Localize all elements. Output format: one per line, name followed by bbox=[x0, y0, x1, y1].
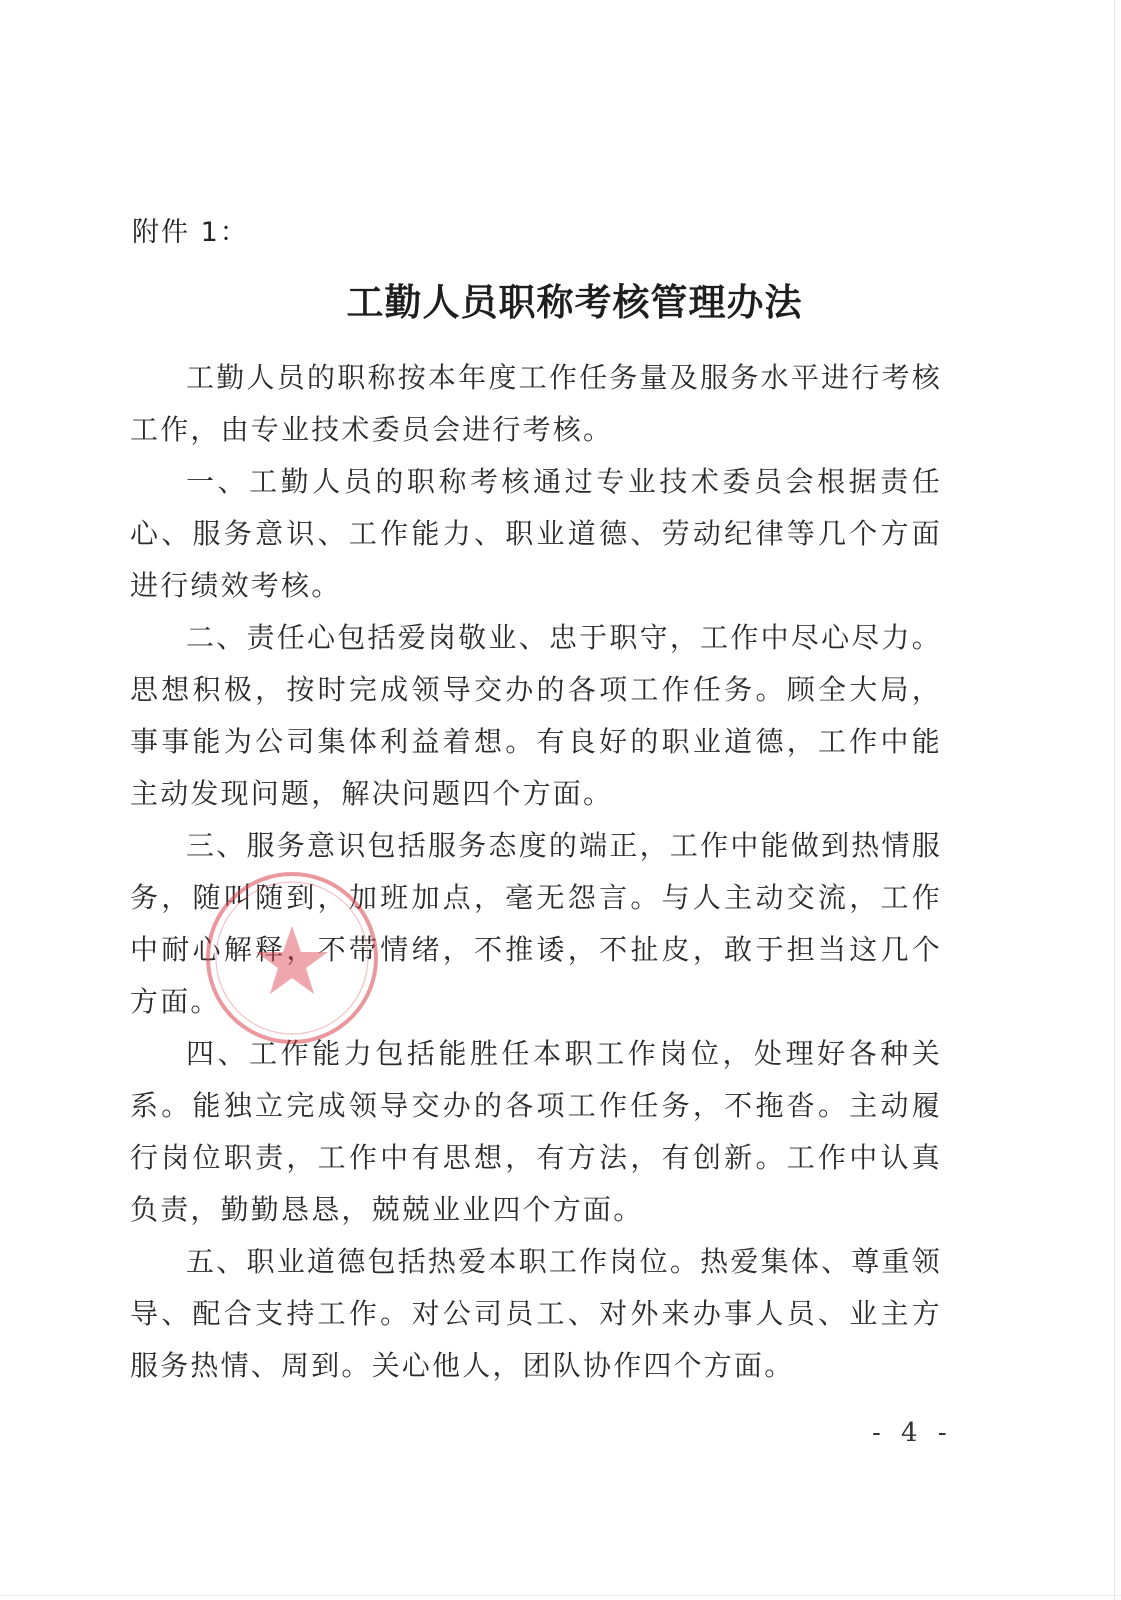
attachment-label: 附件 1： bbox=[132, 217, 249, 248]
paragraph-section-2: 二、责任心包括爱岗敬业、忠于职守，工作中尽心尽力。思想积极，按时完成领导交办的各项工作任务。顾全大局，事事能为公司集体利益着想。有良好的职业道德，工作中能主动发现问题，解决问题四个方面。 bbox=[130, 621, 942, 810]
paragraph-section-5: 五、职业道德包括热爱本职工作岗位。热爱集体、尊重领导、配合支持工作。对公司员工、对外来办事人员、业主方服务热情、周到。关心他人，团队协作四个方面。 bbox=[130, 1245, 942, 1382]
paragraph-section-3: 三、服务意识包括服务态度的端正，工作中能做到热情服务，随叫随到，加班加点，毫无怨言。与人主动交流，工作中耐心解释，不带情绪，不推诿，不扯皮，敢于担当这几个方面。 bbox=[130, 829, 942, 1018]
paragraph-section-4: 四、工作能力包括能胜任本职工作岗位，处理好各种关系。能独立完成领导交办的各项工作任务，不拖沓。主动履行岗位职责，工作中有思想，有方法，有创新。工作中认真负责，勤勤恳恳，兢兢业业四个方面。 bbox=[130, 1037, 942, 1226]
page-title: 工勤人员职称考核管理办法 bbox=[346, 281, 803, 324]
paragraph-intro: 工勤人员的职称按本年度工作任务量及服务水平进行考核工作，由专业技术委员会进行考核。 bbox=[130, 361, 942, 446]
page-edge-line bbox=[1114, 0, 1115, 1600]
document-body bbox=[130, 352, 942, 1392]
page-number: - 4 - bbox=[872, 1418, 953, 1448]
paragraph-section-1: 一、工勤人员的职称考核通过专业技术委员会根据责任心、服务意识、工作能力、职业道德、劳动纪律等几个方面进行绩效考核。 bbox=[130, 465, 942, 602]
page-bottom-line bbox=[0, 1595, 1121, 1596]
